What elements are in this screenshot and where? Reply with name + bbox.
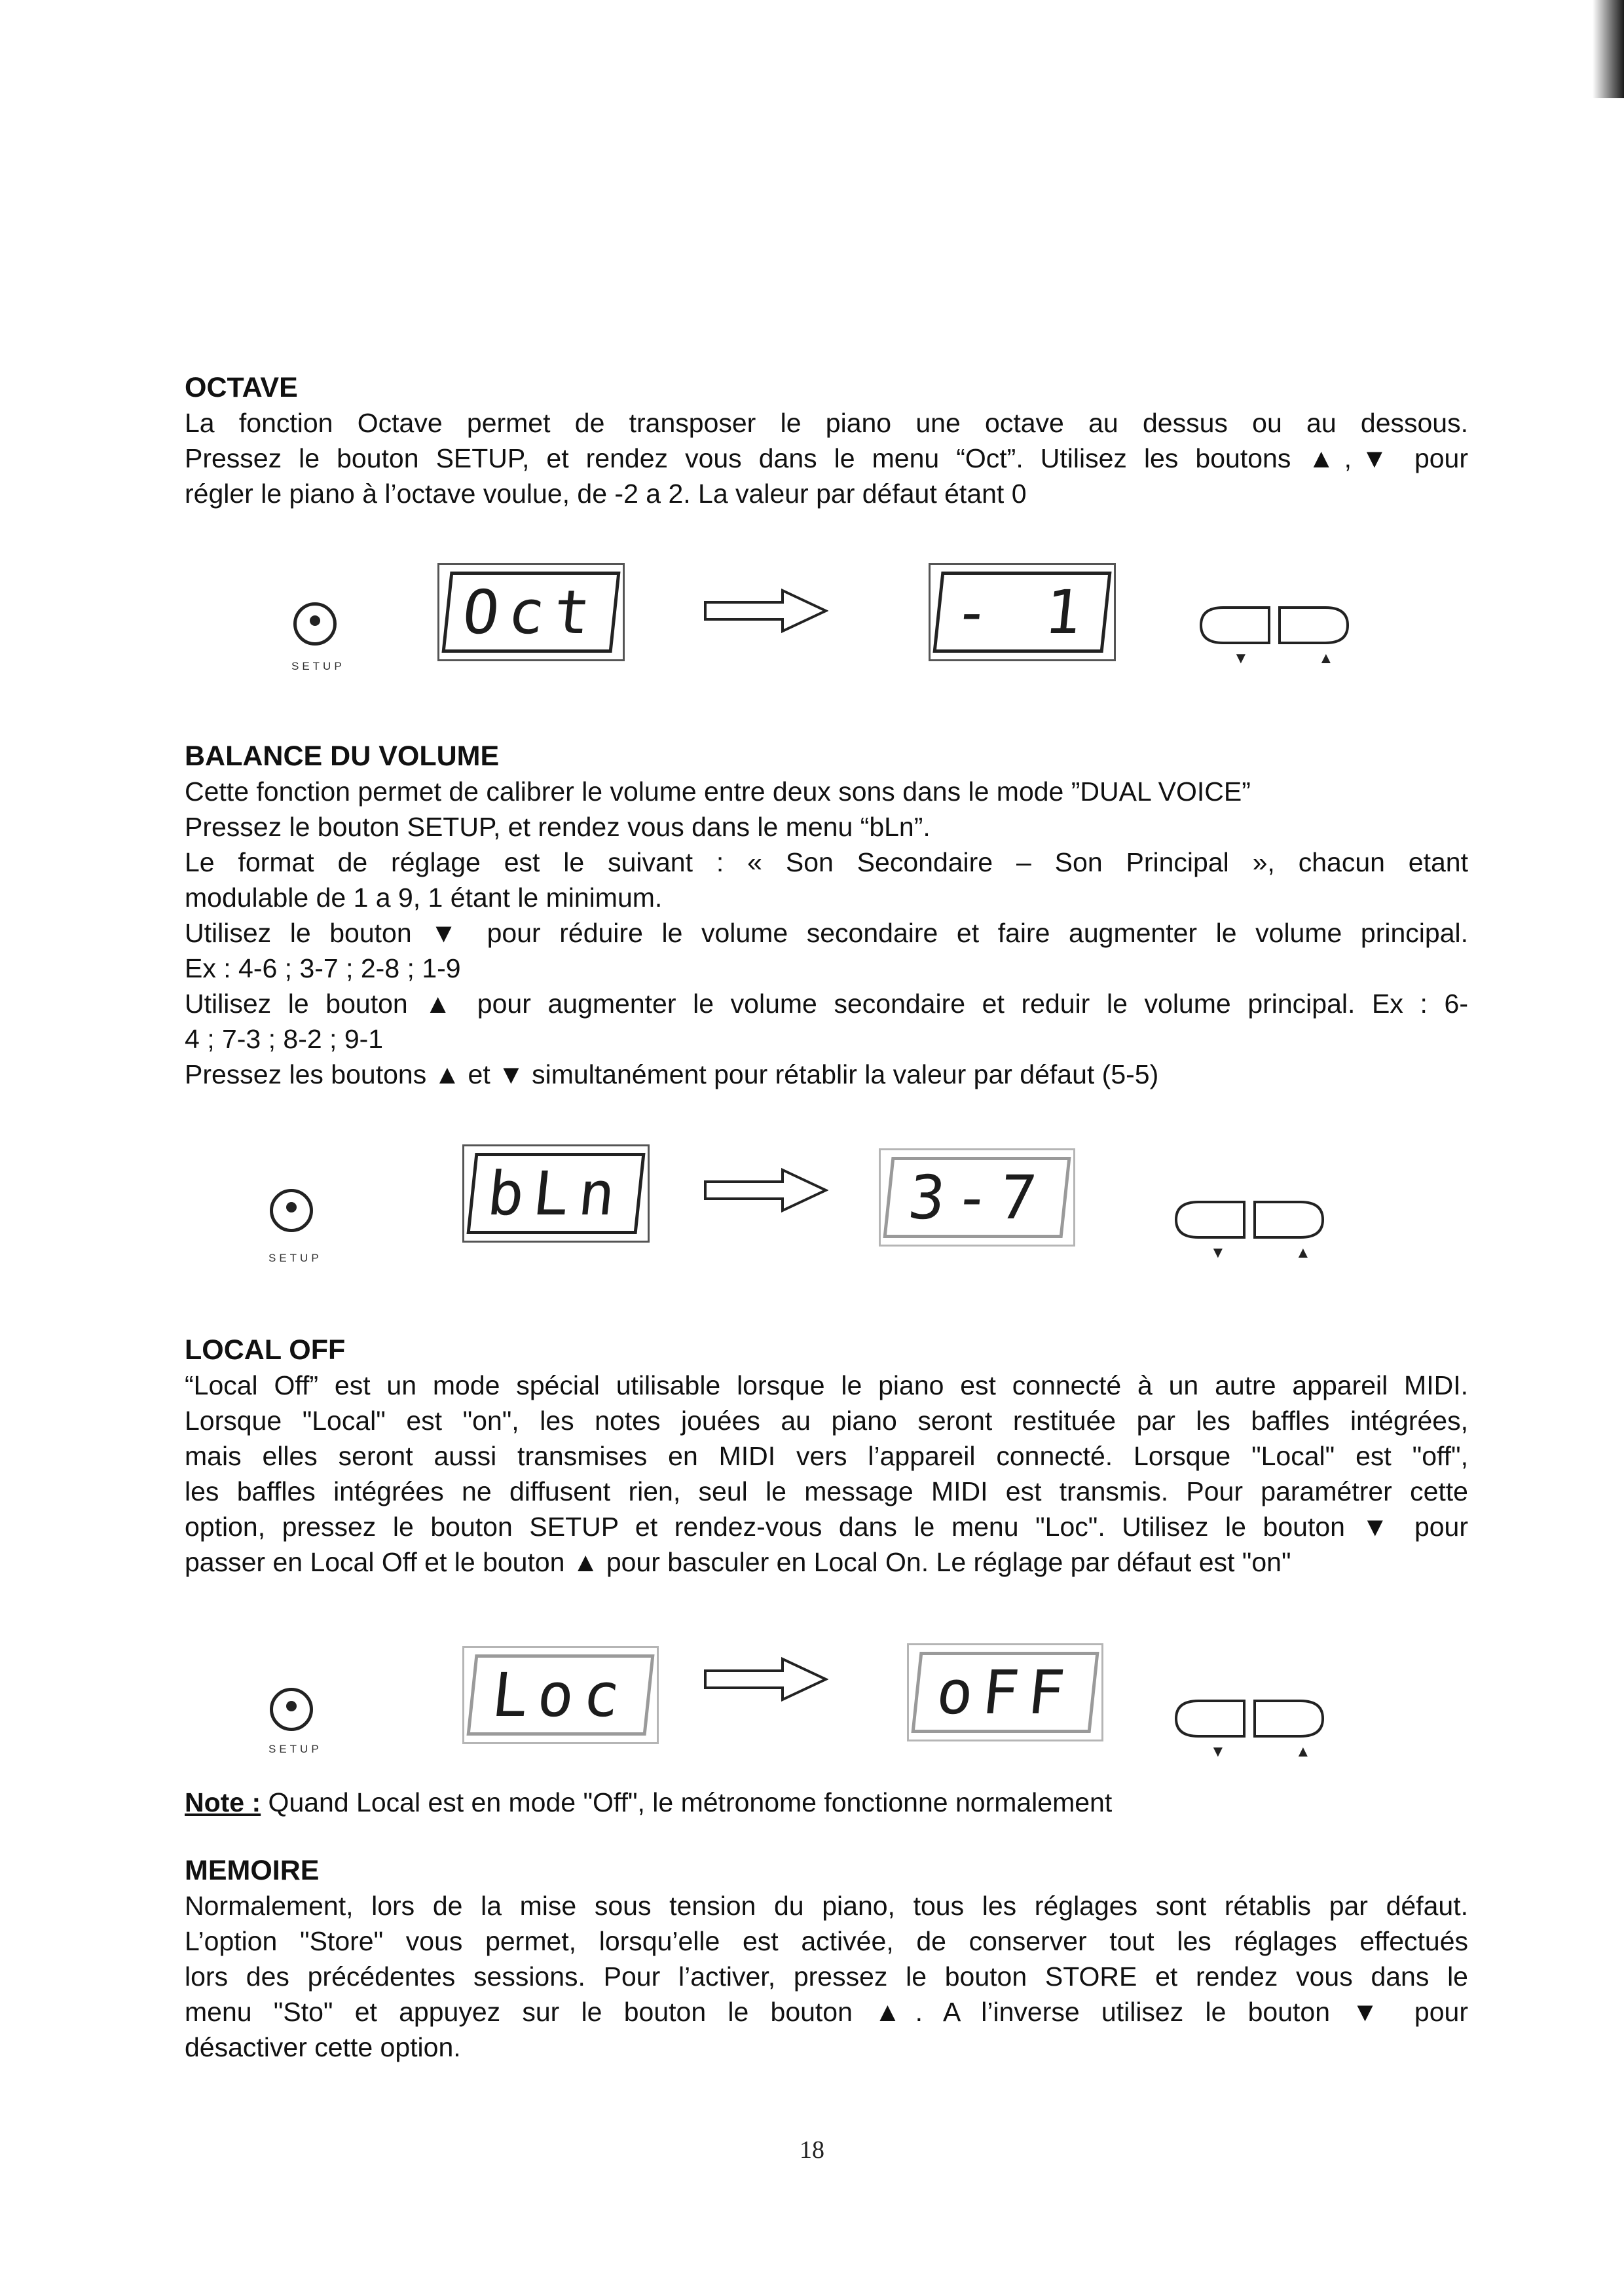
memoire-line-4: menu "Sto" et appuyez sur le bouton le bouton ▲. A l’inverse utilisez le bouton ▼ pour xyxy=(185,1997,1468,2027)
page-number: 18 xyxy=(800,2136,824,2164)
lcd-display-after xyxy=(879,1148,1075,1247)
setup-button-icon xyxy=(293,602,337,646)
memoire-section xyxy=(185,1853,1468,2065)
local-line-5: option, pressez le bouton SETUP et rendez-vous dans le menu "Loc". Utilisez le bouton ▼ pour xyxy=(185,1512,1468,1542)
lcd-display-before xyxy=(462,1144,650,1243)
memoire-line-3: lors des précédentes sessions. Pour l’activer, pressez le bouton STORE et rendez vous dans le xyxy=(185,1961,1468,1992)
memoire-paragraph xyxy=(185,1888,1468,2065)
balance-section xyxy=(185,738,1468,1092)
balance-line-8: 4 ; 7-3 ; 8-2 ; 9-1 xyxy=(185,1024,384,1054)
local-heading: LOCAL OFF xyxy=(185,1334,346,1366)
balance-line-2: Pressez le bouton SETUP, et rendez vous dans le menu “bLn”. xyxy=(185,812,931,842)
lcd-display-after xyxy=(907,1643,1103,1741)
lcd-text-before: bLn xyxy=(466,1153,645,1234)
up-triangle-icon: ▲ xyxy=(1295,1244,1311,1262)
note-label: Note : xyxy=(185,1787,261,1817)
local-line-4: les baffles intégrées ne diffusent rien, seul le message MIDI est transmis. Pour paramétrer cette xyxy=(185,1476,1468,1506)
memoire-heading: MEMOIRE xyxy=(185,1855,320,1886)
right-arrow-icon xyxy=(704,1167,828,1213)
local-diagram xyxy=(0,1643,1624,1774)
setup-button-icon xyxy=(270,1688,313,1731)
octave-line-2: Pressez le bouton SETUP, et rendez vous dans le menu “Oct”. Utilisez les boutons ▲,▼ pour xyxy=(185,443,1468,473)
memoire-line-5: désactiver cette option. xyxy=(185,2032,461,2062)
up-down-buttons xyxy=(1197,602,1367,674)
memoire-line-1: Normalement, lors de la mise sous tension du piano, tous les réglages sont rétablis par défaut. xyxy=(185,1891,1468,1921)
up-down-buttons xyxy=(1172,1696,1342,1768)
setup-label: SETUP xyxy=(268,1743,322,1755)
balance-line-9: Pressez les boutons ▲ et ▼ simultanément pour rétablir la valeur par défaut (5-5) xyxy=(185,1059,1159,1089)
balance-line-3: Le format de réglage est le suivant : « Son Secondaire – Son Principal », chacun etant xyxy=(185,847,1468,877)
balance-paragraph xyxy=(185,774,1468,1092)
balance-line-6: Ex : 4-6 ; 3-7 ; 2-8 ; 1-9 xyxy=(185,953,461,983)
up-down-buttons xyxy=(1172,1197,1342,1269)
balance-heading: BALANCE DU VOLUME xyxy=(185,740,500,772)
setup-label: SETUP xyxy=(291,660,345,672)
memoire-line-2: L’option "Store" vous permet, lorsqu’elle est activée, de conserver tout les réglages effectués xyxy=(185,1926,1468,1956)
local-section xyxy=(185,1332,1468,1580)
right-arrow-icon xyxy=(704,1656,828,1702)
octave-line-3: régler le piano à l’octave voulue, de -2 a 2. La valeur par défaut étant 0 xyxy=(185,479,1027,509)
right-arrow-icon xyxy=(704,588,828,634)
down-up-button-pair-icon xyxy=(1172,1197,1342,1243)
octave-section xyxy=(185,370,1468,511)
octave-heading: OCTAVE xyxy=(185,372,298,403)
octave-line-1: La fonction Octave permet de transposer le piano une octave au dessus ou au dessous. xyxy=(185,408,1468,438)
lcd-display-after xyxy=(929,563,1116,661)
scan-edge-shadow xyxy=(1593,0,1624,98)
local-paragraph xyxy=(185,1368,1468,1580)
up-triangle-icon: ▲ xyxy=(1318,649,1334,667)
balance-line-7: Utilisez le bouton ▲ pour augmenter le volume secondaire et reduir le volume principal. Ex : 6- xyxy=(185,989,1468,1019)
lcd-text-before: Oct xyxy=(441,572,620,653)
up-triangle-icon: ▲ xyxy=(1295,1743,1311,1760)
setup-label: SETUP xyxy=(268,1252,322,1264)
down-up-button-pair-icon xyxy=(1197,602,1367,648)
setup-button-icon xyxy=(270,1189,313,1232)
balance-line-4: modulable de 1 a 9, 1 étant le minimum. xyxy=(185,883,663,913)
lcd-display-before xyxy=(437,563,625,661)
note-text: Quand Local est en mode "Off", le métronome fonctionne normalement xyxy=(261,1787,1113,1817)
note-section xyxy=(185,1785,1468,1820)
down-triangle-icon: ▼ xyxy=(1233,649,1249,667)
balance-diagram xyxy=(0,1144,1624,1275)
lcd-text-after: oFF xyxy=(911,1652,1099,1733)
down-triangle-icon: ▼ xyxy=(1210,1743,1226,1760)
local-line-6: passer en Local Off et le bouton ▲ pour basculer en Local On. Le réglage par défaut est "on" xyxy=(185,1547,1291,1577)
down-triangle-icon: ▼ xyxy=(1210,1244,1226,1262)
lcd-text-after: 3-7 xyxy=(883,1157,1071,1238)
balance-line-5: Utilisez le bouton ▼ pour réduire le volume secondaire et faire augmenter le volume principal. xyxy=(185,918,1468,948)
octave-paragraph xyxy=(185,405,1468,511)
lcd-text-before: Loc xyxy=(466,1654,654,1736)
lcd-display-before xyxy=(462,1646,659,1744)
local-line-3: mais elles seront aussi transmises en MIDI vers l’appareil connecté. Lorsque "Local" est "off", xyxy=(185,1441,1468,1471)
lcd-text-after: - 1 xyxy=(932,572,1111,653)
balance-line-1: Cette fonction permet de calibrer le volume entre deux sons dans le mode ”DUAL VOICE” xyxy=(185,776,1251,807)
octave-diagram xyxy=(0,563,1624,694)
down-up-button-pair-icon xyxy=(1172,1696,1342,1741)
local-line-1: “Local Off” est un mode spécial utilisable lorsque le piano est connecté à un autre appareil MIDI. xyxy=(185,1370,1468,1400)
note-paragraph xyxy=(185,1785,1468,1820)
local-line-2: Lorsque "Local" est "on", les notes jouées au piano seront restituée par les baffles intégrées, xyxy=(185,1406,1468,1436)
